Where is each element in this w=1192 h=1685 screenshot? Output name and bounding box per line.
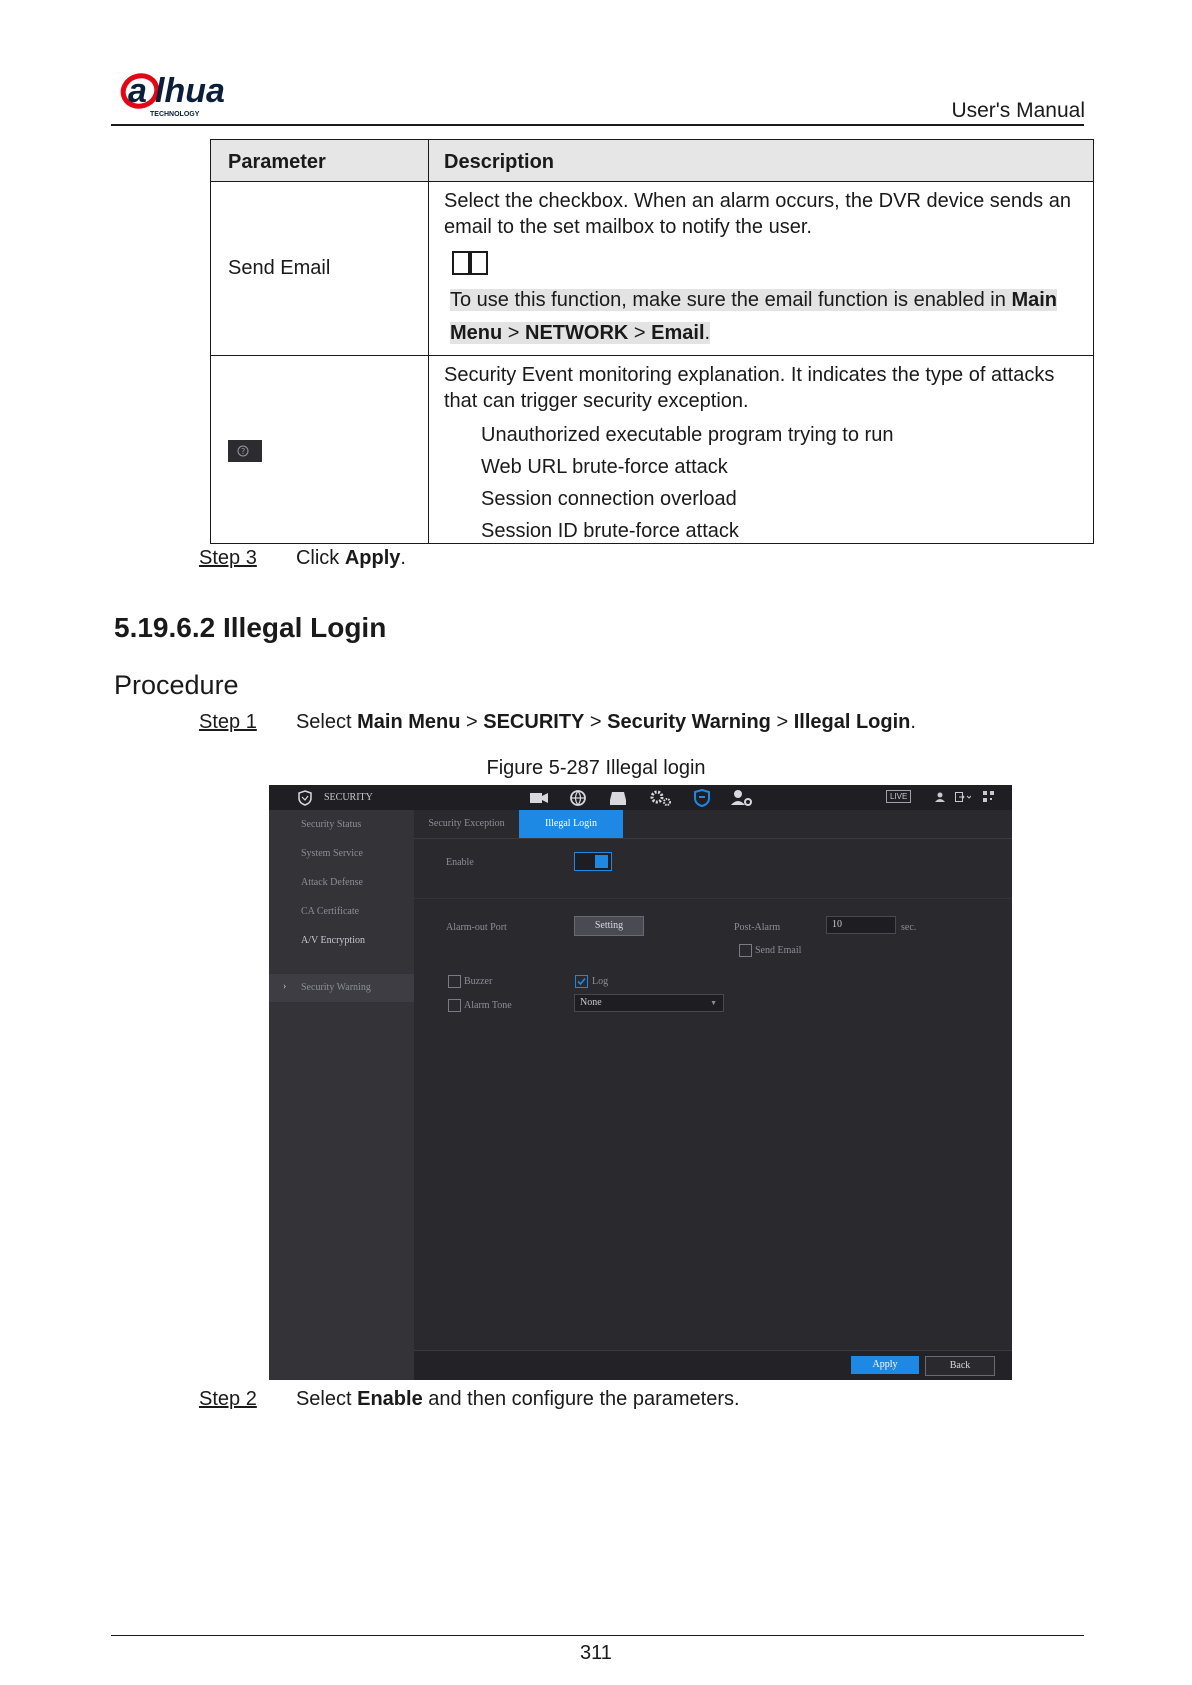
logout-icon[interactable]: [955, 792, 971, 805]
network-globe-icon[interactable]: [569, 789, 587, 810]
action-bar: [414, 1350, 1012, 1380]
illegal-login-screenshot: [269, 785, 1012, 1380]
step-bold: Main Menu: [357, 711, 461, 733]
document-title: User's Manual: [951, 99, 1085, 122]
setting-button[interactable]: Setting: [574, 916, 644, 936]
step-bold: Enable: [357, 1388, 423, 1410]
step-bold: Security Warning: [607, 711, 771, 733]
svg-text:TECHNOLOGY: TECHNOLOGY: [150, 111, 200, 118]
user-icon[interactable]: [935, 792, 945, 805]
note-separator: >: [502, 322, 526, 344]
list-item: Session ID brute-force attack: [481, 520, 739, 542]
description-line: that can trigger security exception.: [444, 390, 749, 412]
post-alarm-unit: sec.: [901, 922, 917, 933]
step-text: Select: [295, 1388, 358, 1410]
svg-text:?: ?: [241, 447, 246, 456]
tab-security-exception[interactable]: Security Exception: [428, 818, 505, 829]
step-bold: Illegal Login: [793, 711, 911, 733]
send-email-description: [444, 188, 1071, 240]
column-header-description: Description: [444, 151, 555, 173]
post-alarm-label: Post-Alarm: [734, 922, 781, 933]
column-header-parameter: Parameter: [228, 151, 326, 173]
step-text-end: .: [400, 547, 406, 569]
buzzer-label: Buzzer: [464, 976, 493, 987]
send-email-label: Send Email: [755, 945, 802, 956]
security-shield-icon[interactable]: [693, 789, 711, 810]
alarm-out-port-label: Alarm-out Port: [446, 922, 507, 933]
help-icon: [228, 440, 262, 462]
parameter-send-email: Send Email: [228, 257, 331, 279]
dropdown-arrow-icon: ▼: [710, 999, 717, 1007]
step-text-end: .: [910, 711, 916, 733]
shield-icon: [297, 790, 313, 809]
security-sidebar: [269, 810, 414, 1380]
note-email: Email: [651, 322, 705, 344]
procedure-heading: Procedure: [114, 670, 239, 700]
app-topbar: [269, 785, 1012, 811]
step-text-end: and then configure the parameters.: [422, 1388, 740, 1410]
tab-illegal-login[interactable]: Illegal Login: [519, 810, 623, 838]
buzzer-checkbox[interactable]: [448, 975, 461, 988]
step-label: Step 3: [199, 547, 257, 569]
note-book-icon: [451, 248, 489, 281]
step-text: Click: [295, 547, 345, 569]
description-line: email to the set mailbox to notify the user.: [444, 216, 812, 238]
email-note: [450, 284, 1082, 350]
back-button[interactable]: Back: [925, 1356, 995, 1376]
description-line: Select the checkbox. When an alarm occurs, the DVR device sends an: [444, 190, 1071, 212]
brand-logo: [118, 72, 258, 122]
sidebar-item-ca-certificate[interactable]: CA Certificate: [301, 906, 360, 917]
check-icon: [576, 976, 587, 987]
account-settings-icon[interactable]: [731, 789, 753, 810]
storage-icon[interactable]: [609, 790, 627, 809]
note-main-menu: Main: [1011, 289, 1057, 311]
description-line: Security Event monitoring explanation. It indicates the type of attacks: [444, 364, 1055, 386]
attack-type-list: [481, 419, 893, 547]
step-label: Step 2: [199, 1388, 257, 1410]
table-header-row: [211, 140, 1093, 182]
note-text: To use this function, make sure the email function is enabled in: [450, 289, 1012, 311]
table-column-divider: [428, 140, 429, 543]
alarm-tone-checkbox[interactable]: [448, 999, 461, 1012]
page-number: 311: [580, 1642, 612, 1664]
alarm-tone-value: None: [580, 997, 602, 1008]
apply-button[interactable]: Apply: [851, 1356, 919, 1374]
table-row-divider: [211, 355, 1093, 356]
list-item: Web URL brute-force attack: [481, 456, 728, 478]
send-email-checkbox[interactable]: [739, 944, 752, 957]
svg-text:a: a: [128, 72, 147, 110]
note-menu: Menu: [450, 322, 503, 344]
note-separator: >: [628, 322, 652, 344]
note-network: NETWORK: [525, 322, 629, 344]
section-divider: [414, 898, 1012, 899]
toggle-knob: [595, 855, 608, 868]
step-text: Select: [295, 711, 358, 733]
security-event-description: [444, 362, 1054, 414]
note-period: .: [704, 322, 711, 344]
step-separator: >: [460, 711, 484, 733]
section-heading: 5.19.6.2 Illegal Login: [114, 612, 387, 643]
step-bold: Apply: [344, 547, 401, 569]
step-separator: >: [584, 711, 608, 733]
step-2: [199, 1388, 740, 1411]
figure-caption: Figure 5-287 Illegal login: [486, 757, 706, 779]
settings-gears-icon[interactable]: [649, 789, 673, 810]
alarm-tone-label: Alarm Tone: [464, 1000, 512, 1011]
sidebar-item-attack-defense[interactable]: Attack Defense: [301, 877, 363, 888]
sidebar-item-security-warning[interactable]: Security Warning: [301, 982, 371, 993]
sidebar-item-av-encryption[interactable]: A/V Encryption: [301, 935, 365, 946]
sidebar-item-system-service[interactable]: System Service: [301, 848, 363, 859]
camera-icon[interactable]: [529, 791, 549, 808]
step-3: [199, 547, 406, 570]
main-panel: [414, 810, 1012, 1380]
logo-graphic: [118, 72, 258, 122]
header-divider: [111, 124, 1084, 126]
step-label: Step 1: [199, 711, 257, 733]
step-1: [199, 711, 916, 734]
chevron-right-icon: ›: [283, 981, 287, 992]
alarm-tone-select[interactable]: [574, 994, 724, 1012]
sidebar-item-security-status[interactable]: Security Status: [301, 819, 362, 830]
table-row-divider: [211, 181, 1093, 182]
enable-label: Enable: [446, 857, 474, 868]
app-title: SECURITY: [324, 792, 373, 803]
enable-toggle[interactable]: [574, 852, 612, 871]
post-alarm-input[interactable]: 10: [826, 916, 896, 934]
log-label: Log: [592, 976, 609, 987]
list-item: Unauthorized executable program trying to run: [481, 424, 894, 446]
list-item: Session connection overload: [481, 488, 737, 510]
footer-divider: [111, 1635, 1084, 1636]
tab-divider: [414, 838, 1012, 839]
step-bold: SECURITY: [483, 711, 585, 733]
parameter-table: [210, 139, 1094, 544]
live-button[interactable]: LIVE: [886, 790, 911, 803]
svg-text:lhua: lhua: [155, 72, 225, 110]
qr-code-icon[interactable]: [983, 791, 994, 805]
log-checkbox[interactable]: [575, 975, 588, 988]
step-separator: >: [770, 711, 794, 733]
